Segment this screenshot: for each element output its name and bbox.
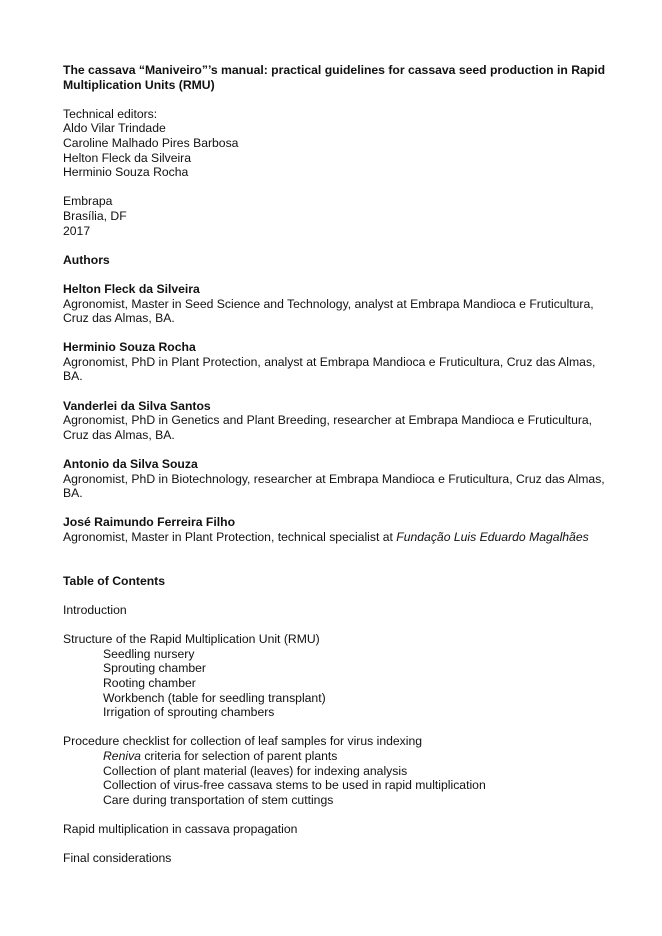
toc-subitem: Irrigation of sprouting chambers bbox=[103, 705, 275, 720]
author-description-text: Agronomist, Master in Plant Protection, technical specialist at bbox=[63, 530, 397, 544]
toc-subitem-text: criteria for selection of parent plants bbox=[140, 748, 338, 763]
toc-subitem: Care during transportation of stem cuttings bbox=[103, 792, 334, 807]
author-description: Agronomist, PhD in Plant Protection, analyst at Embrapa Mandioca e Fruticultura, Cruz das Almas, BA. bbox=[63, 354, 596, 384]
toc-subitem-italic: Reniva bbox=[103, 748, 141, 763]
publisher-place: Brasília, DF bbox=[63, 208, 127, 223]
toc-item-rapid-multiplication: Rapid multiplication in cassava propagation bbox=[63, 821, 298, 836]
author-entry bbox=[63, 515, 608, 544]
toc-item-final-considerations: Final considerations bbox=[63, 851, 172, 866]
document-page bbox=[63, 63, 608, 866]
author-name: Helton Fleck da Silveira bbox=[63, 281, 200, 296]
author-name: Vanderlei da Silva Santos bbox=[63, 398, 211, 413]
author-affiliation-italic: Fundação Luis Eduardo Magalhães bbox=[396, 530, 589, 544]
author-entry bbox=[63, 457, 608, 501]
toc-subitem: Rooting chamber bbox=[103, 675, 196, 690]
publication-year: 2017 bbox=[63, 223, 91, 238]
author-description: Agronomist, PhD in Genetics and Plant Breeding, researcher at Embrapa Mandioca e Fruticultura, Cruz das Almas, BA. bbox=[63, 413, 593, 442]
document-title: The cassava “Maniveiro”’s manual: practical guidelines for cassava seed production in Rapid Multiplication Units (RMU) bbox=[63, 63, 606, 92]
toc-item-structure: Structure of the Rapid Multiplication Unit (RMU) bbox=[63, 632, 320, 647]
publisher-name: Embrapa bbox=[63, 194, 113, 209]
author-entry bbox=[63, 282, 608, 326]
publisher-section bbox=[63, 194, 608, 238]
editor-name: Herminio Souza Rocha bbox=[63, 165, 189, 180]
editors-section bbox=[63, 107, 608, 180]
toc-heading: Table of Contents bbox=[63, 573, 166, 588]
author-name: José Raimundo Ferreira Filho bbox=[63, 515, 236, 530]
author-entry bbox=[63, 399, 608, 443]
author-description bbox=[63, 530, 608, 545]
toc-subitem: Workbench (table for seedling transplant) bbox=[103, 690, 326, 705]
toc-subitem: Seedling nursery bbox=[103, 646, 195, 661]
authors-heading: Authors bbox=[63, 252, 110, 267]
toc-section-procedure bbox=[63, 734, 608, 807]
editor-name: Helton Fleck da Silveira bbox=[63, 150, 192, 165]
toc-subitem: Collection of plant material (leaves) for indexing analysis bbox=[103, 763, 408, 778]
editors-heading: Technical editors: bbox=[63, 106, 158, 121]
author-entry bbox=[63, 340, 608, 384]
toc-subitem: Sprouting chamber bbox=[103, 661, 206, 676]
toc-item-introduction: Introduction bbox=[63, 602, 127, 617]
toc-item-procedure: Procedure checklist for collection of leaf samples for virus indexing bbox=[63, 734, 423, 749]
author-description: Agronomist, PhD in Biotechnology, researcher at Embrapa Mandioca e Fruticultura, Cruz das Almas, BA. bbox=[63, 471, 605, 501]
editor-name: Aldo Vilar Trindade bbox=[63, 121, 166, 136]
editor-name: Caroline Malhado Pires Barbosa bbox=[63, 135, 239, 150]
author-name: Herminio Souza Rocha bbox=[63, 340, 196, 355]
author-description: Agronomist, Master in Seed Science and Technology, analyst at Embrapa Mandioca e Fruticultura, Cruz das Almas, BA. bbox=[63, 296, 594, 326]
toc-subitem bbox=[63, 749, 608, 764]
author-name: Antonio da Silva Souza bbox=[63, 457, 198, 472]
toc-subitem: Collection of virus-free cassava stems to be used in rapid multiplication bbox=[103, 778, 486, 793]
toc-section-structure bbox=[63, 632, 608, 720]
